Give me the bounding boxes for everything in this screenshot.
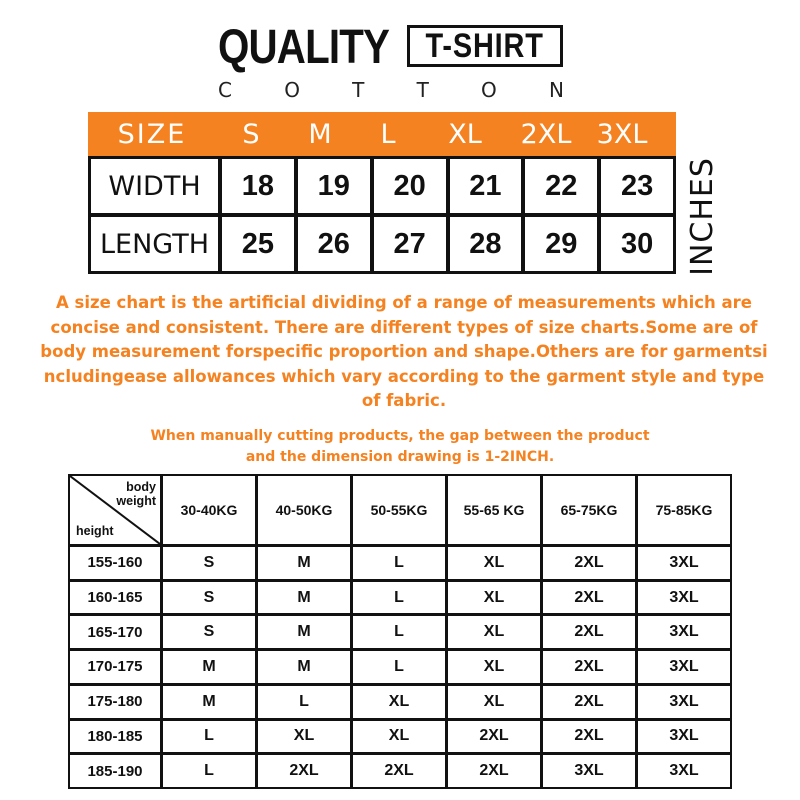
size-cell: L [353, 547, 445, 579]
length-value: 27 [374, 217, 446, 271]
size-cell: 3XL [638, 755, 730, 787]
height-cell: 160-165 [70, 582, 160, 614]
size-cell: 2XL [543, 721, 635, 753]
width-value: 20 [374, 159, 446, 213]
corner-height-label: height [76, 524, 114, 538]
corner-weight-text: weight [116, 494, 156, 508]
size-cell: 3XL [638, 651, 730, 683]
corner-weight-label [116, 480, 156, 508]
size-cell: M [258, 651, 350, 683]
size-cell: M [163, 651, 255, 683]
size-header-cell: 3XL [596, 118, 648, 150]
size-cell: 2XL [448, 721, 540, 753]
size-cell: 3XL [638, 616, 730, 648]
size-cell: XL [448, 651, 540, 683]
size-cell: L [353, 616, 445, 648]
table-corner-header [70, 476, 160, 544]
width-value: 19 [298, 159, 370, 213]
size-chart-header [88, 112, 676, 156]
size-header-cell: L [380, 118, 396, 150]
size-cell: 2XL [448, 755, 540, 787]
size-header-label: SIZE [117, 118, 187, 150]
size-cell: L [353, 582, 445, 614]
height-cell: 180-185 [70, 721, 160, 753]
width-value: 22 [525, 159, 597, 213]
size-header-cell: 2XL [520, 118, 572, 150]
size-cell: 2XL [258, 755, 350, 787]
size-cell: M [258, 582, 350, 614]
size-cell: XL [353, 686, 445, 718]
size-cell: 3XL [638, 686, 730, 718]
cotton-letter: O [284, 78, 300, 102]
size-cell: 2XL [543, 651, 635, 683]
size-cell: 3XL [638, 582, 730, 614]
height-weight-table [68, 474, 732, 789]
size-cell: M [258, 547, 350, 579]
quality-title: QUALITY [218, 21, 390, 74]
size-cell: 2XL [353, 755, 445, 787]
height-cell: 155-160 [70, 547, 160, 579]
size-cell: S [163, 582, 255, 614]
weight-header: 50-55KG [353, 476, 445, 544]
size-chart-description: A size chart is the artificial dividing of a range of measurements which are concise and consistent. There are different types of size charts.Some are of body measurement forspecific proportion and shape.Others are for garmentsi ncludingease allowances which vary according to the garment style and type of fabric. [40, 293, 768, 410]
inches-unit [672, 158, 732, 274]
weight-header: 75-85KG [638, 476, 730, 544]
inches-label: INCHES [684, 156, 720, 276]
size-cell: XL [258, 721, 350, 753]
corner-body-text: body [126, 480, 156, 494]
size-cell: S [163, 547, 255, 579]
width-value: 23 [601, 159, 673, 213]
cotton-letter: T [352, 78, 365, 102]
cotton-letter: N [549, 78, 564, 102]
size-cell: 2XL [543, 616, 635, 648]
weight-header: 40-50KG [258, 476, 350, 544]
length-value: 26 [298, 217, 370, 271]
size-cell: 3XL [638, 721, 730, 753]
length-value: 25 [222, 217, 294, 271]
cotton-letter: T [416, 78, 429, 102]
cotton-subtitle [218, 78, 564, 102]
height-cell: 175-180 [70, 686, 160, 718]
length-row-label: LENGTH [91, 217, 218, 271]
size-cell: 3XL [638, 547, 730, 579]
cotton-letter: O [481, 78, 497, 102]
height-cell: 165-170 [70, 616, 160, 648]
size-cell: XL [448, 686, 540, 718]
size-header-cell: S [242, 118, 260, 150]
size-cell: L [163, 755, 255, 787]
tshirt-badge [407, 25, 563, 67]
weight-header: 55-65 KG [448, 476, 540, 544]
size-cell: 2XL [543, 582, 635, 614]
width-value: 18 [222, 159, 294, 213]
tshirt-label: T-SHIRT [425, 26, 545, 65]
size-cell: L [163, 721, 255, 753]
size-chart-table [88, 156, 676, 274]
width-value: 21 [450, 159, 522, 213]
weight-header: 30-40KG [163, 476, 255, 544]
size-cell: S [163, 616, 255, 648]
size-cell: L [258, 686, 350, 718]
size-header-cell: M [308, 118, 332, 150]
size-cell: 2XL [543, 686, 635, 718]
size-header-cell: XL [448, 118, 482, 150]
cutting-note: When manually cutting products, the gap between the product and the dimension drawing is 1-2INCH. [150, 428, 650, 465]
size-cell: XL [448, 547, 540, 579]
length-value: 30 [601, 217, 673, 271]
size-cell: M [163, 686, 255, 718]
size-cell: 3XL [543, 755, 635, 787]
size-cell: XL [448, 582, 540, 614]
size-cell: XL [353, 721, 445, 753]
size-cell: XL [448, 616, 540, 648]
cotton-letter: C [218, 78, 232, 102]
width-row-label: WIDTH [91, 159, 218, 213]
size-cell: L [353, 651, 445, 683]
length-value: 29 [525, 217, 597, 271]
length-value: 28 [450, 217, 522, 271]
size-cell: 2XL [543, 547, 635, 579]
height-cell: 185-190 [70, 755, 160, 787]
size-cell: M [258, 616, 350, 648]
weight-header: 65-75KG [543, 476, 635, 544]
height-cell: 170-175 [70, 651, 160, 683]
